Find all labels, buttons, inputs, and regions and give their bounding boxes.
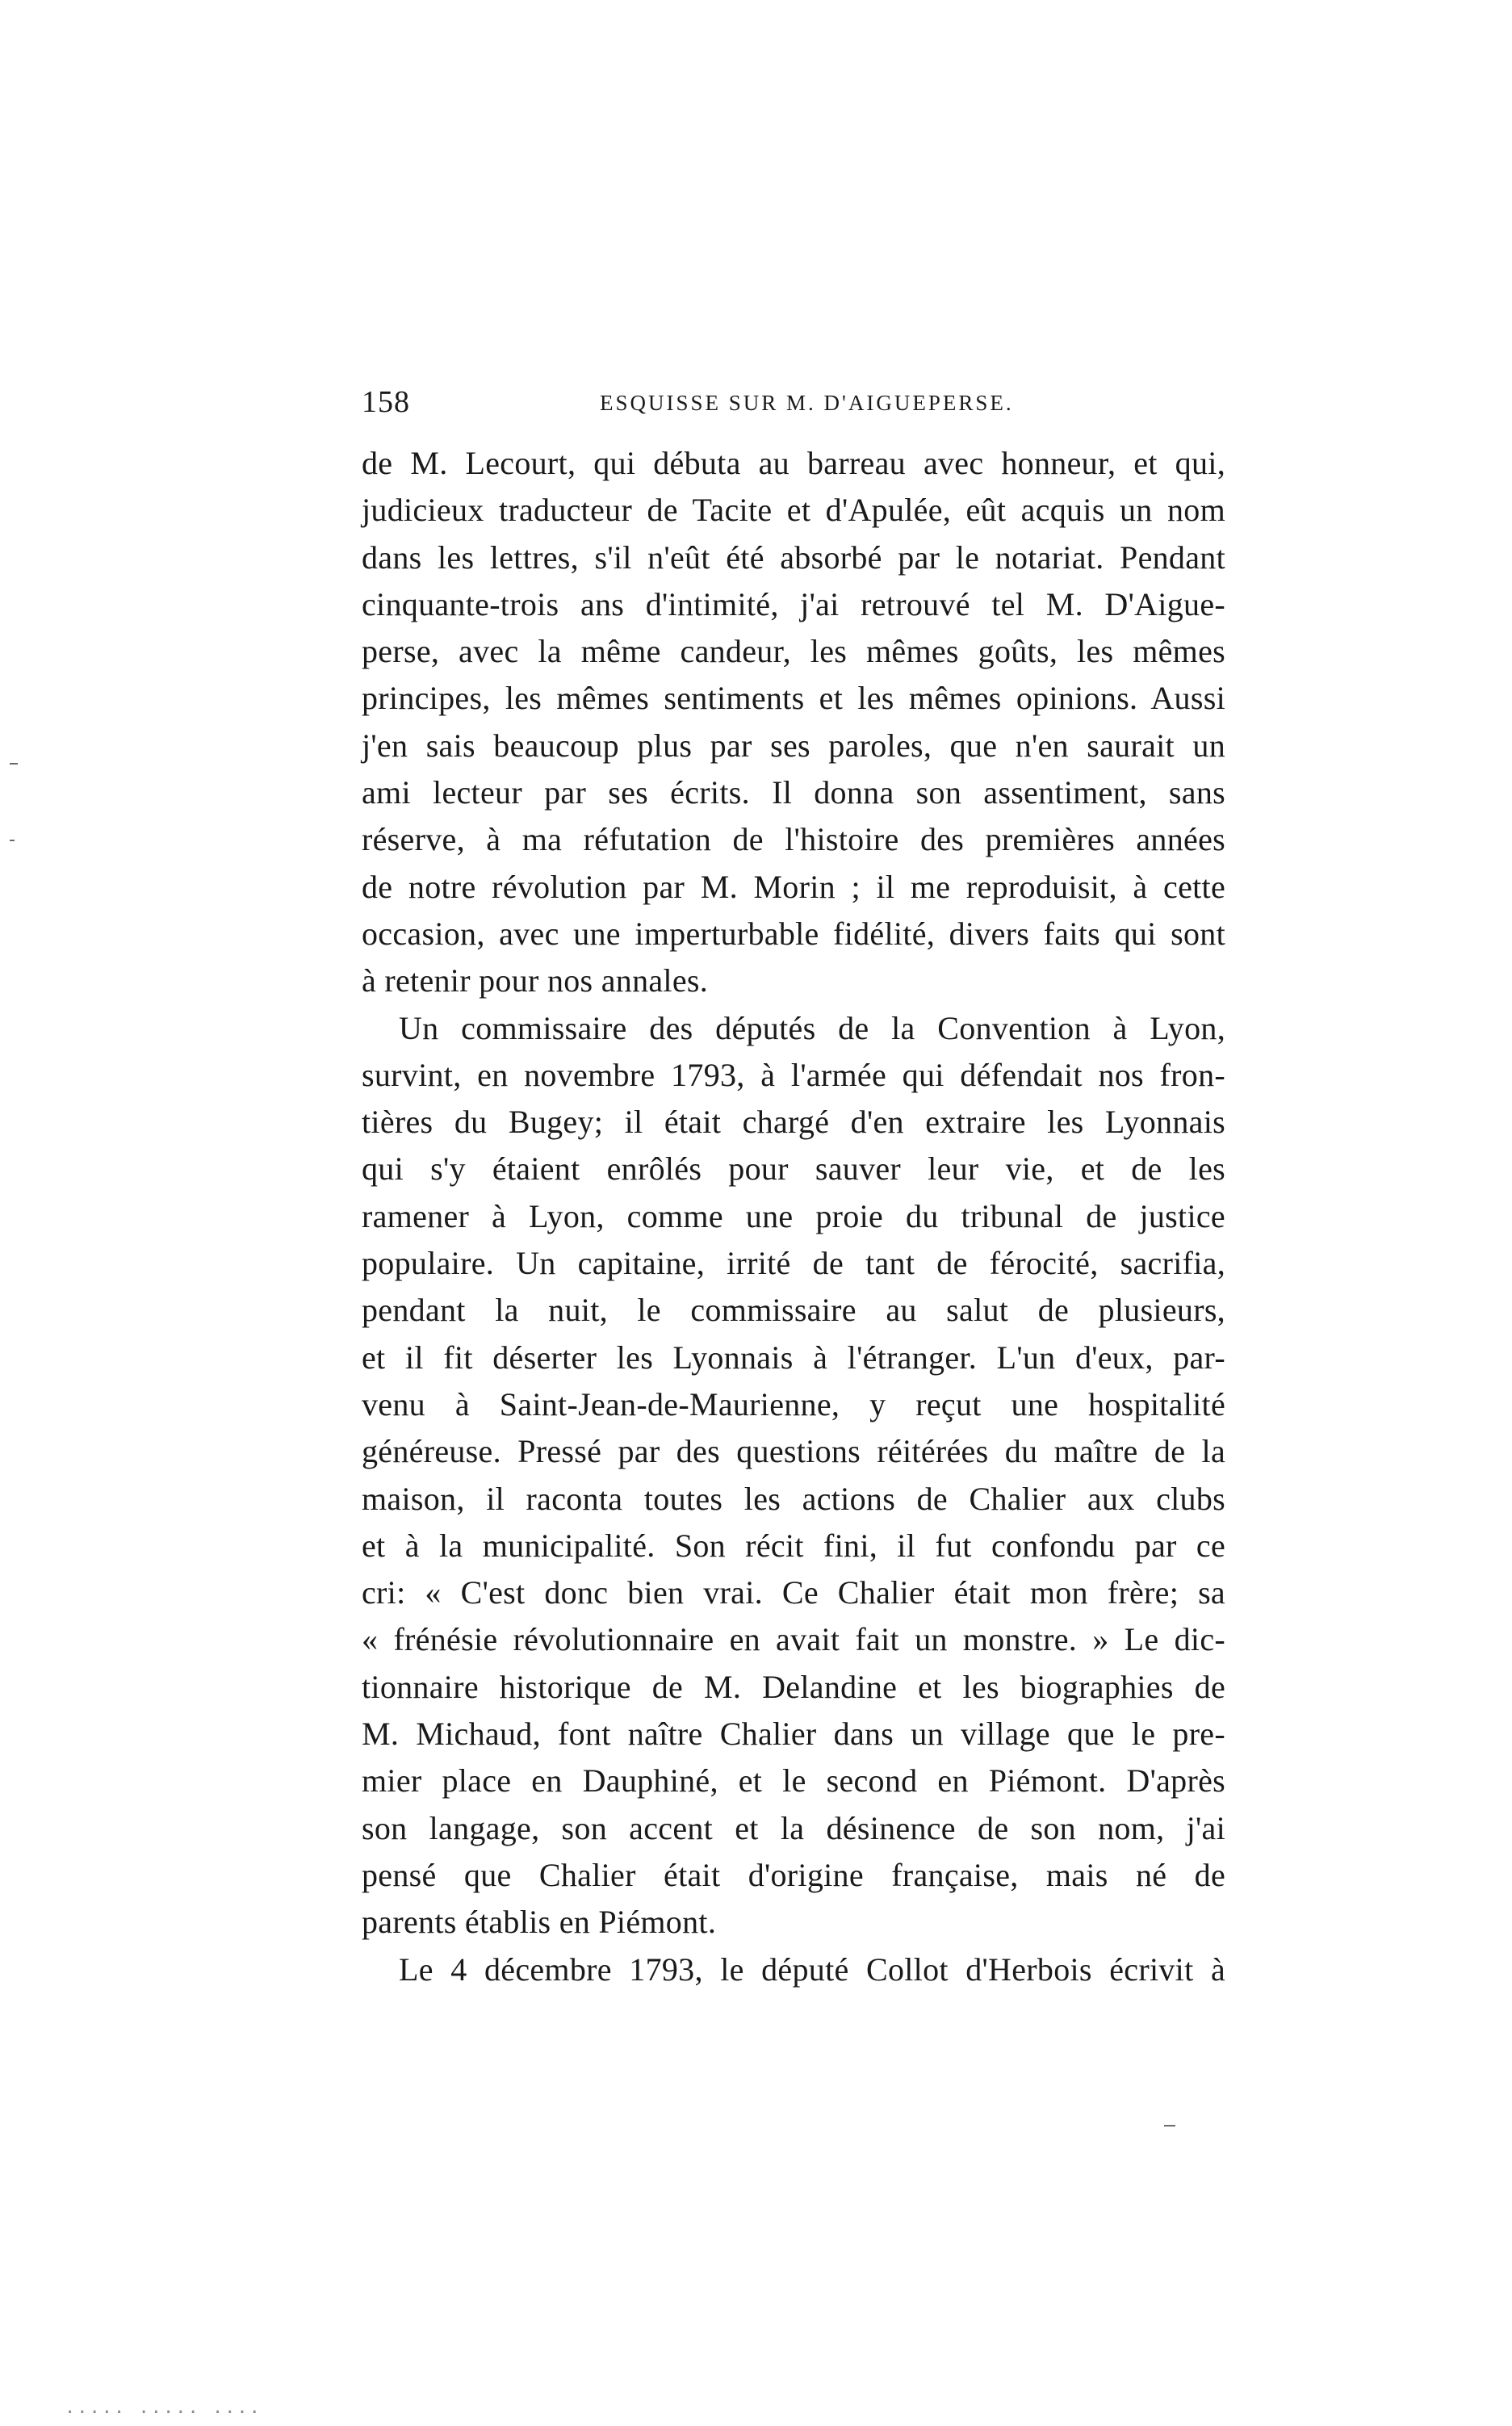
text-line: ramener à Lyon, comme une proie du tribunal de justice <box>362 1197 1225 1234</box>
page-header <box>362 384 1225 433</box>
footer-dots: ..... ..... .... <box>65 2398 262 2418</box>
text-line: et il fit déserter les Lyonnais à l'étranger. L'un d'eux, par- <box>362 1339 1225 1376</box>
margin-mark <box>10 763 18 765</box>
text-line: populaire. Un capitaine, irrité de tant de férocité, sacrifia, <box>362 1245 1225 1282</box>
text-line: occasion, avec une imperturbable fidélité, divers faits qui sont <box>362 915 1225 952</box>
text-line: réserve, à ma réfutation de l'histoire des premières années <box>362 821 1225 858</box>
text-line: dans les lettres, s'il n'eût été absorbé par le notariat. Pendant <box>362 538 1225 576</box>
text-line: perse, avec la même candeur, les mêmes goûts, les mêmes <box>362 633 1225 670</box>
text-line: à retenir pour nos annales. <box>362 962 709 999</box>
text-line: pendant la nuit, le commissaire au salut de plusieurs, <box>362 1292 1225 1329</box>
text-line: son langage, son accent et la désinence de son nom, j'ai <box>362 1809 1225 1846</box>
text-line: maison, il raconta toutes les actions de Chalier aux clubs <box>362 1480 1225 1517</box>
text-line: et à la municipalité. Son récit fini, il fut confondu par ce <box>362 1527 1225 1564</box>
text-line: cinquante-trois ans d'intimité, j'ai retrouvé tel M. D'Aigue- <box>362 585 1225 622</box>
text-line: de M. Lecourt, qui débuta au barreau avec honneur, et qui, <box>362 445 1225 481</box>
text-line: venu à Saint-Jean-de-Maurienne, y reçut une hospitalité <box>362 1385 1225 1422</box>
text-line: Le 4 décembre 1793, le député Collot d'Herbois écrivit à <box>399 1950 1225 1988</box>
text-line: principes, les mêmes sentiments et les mêmes opinions. Aussi <box>362 680 1225 717</box>
text-line: généreuse. Pressé par des questions réitérées du maître de la <box>362 1433 1225 1470</box>
running-title: ESQUISSE SUR M. D'AIGUEPERSE. <box>600 391 1014 415</box>
text-line: Un commissaire des députés de la Convention à Lyon, <box>399 1009 1225 1046</box>
text-line: parents établis en Piémont. <box>362 1904 717 1941</box>
text-line: pensé que Chalier était d'origine française, mais né de <box>362 1856 1225 1893</box>
margin-mark <box>10 840 15 841</box>
body-text <box>362 440 1225 1993</box>
margin-mark <box>1164 2125 1175 2126</box>
text-line: de notre révolution par M. Morin ; il me reproduisit, à cette <box>362 868 1225 905</box>
page-number: 158 <box>362 385 410 419</box>
text-line: judicieux traducteur de Tacite et d'Apulée, eût acquis un nom <box>362 492 1225 529</box>
text-line: tionnaire historique de M. Delandine et les biographies de <box>362 1668 1225 1705</box>
text-line: tières du Bugey; il était chargé d'en extraire les Lyonnais <box>362 1104 1225 1141</box>
text-line: « frénésie révolutionnaire en avait fait un monstre. » Le dic- <box>362 1621 1225 1658</box>
text-line: mier place en Dauphiné, et le second en Piémont. D'après <box>362 1762 1225 1800</box>
text-line: cri: « C'est donc bien vrai. Ce Chalier était mon frère; sa <box>362 1574 1225 1611</box>
text-line: survint, en novembre 1793, à l'armée qui défendait nos fron- <box>362 1056 1225 1093</box>
text-line: M. Michaud, font naître Chalier dans un village que le pre- <box>362 1716 1225 1753</box>
text-line: qui s'y étaient enrôlés pour sauver leur vie, et de les <box>362 1150 1225 1188</box>
text-line: ami lecteur par ses écrits. Il donna son assentiment, sans <box>362 774 1225 811</box>
text-line: j'en sais beaucoup plus par ses paroles, que n'en saurait un <box>362 727 1225 764</box>
